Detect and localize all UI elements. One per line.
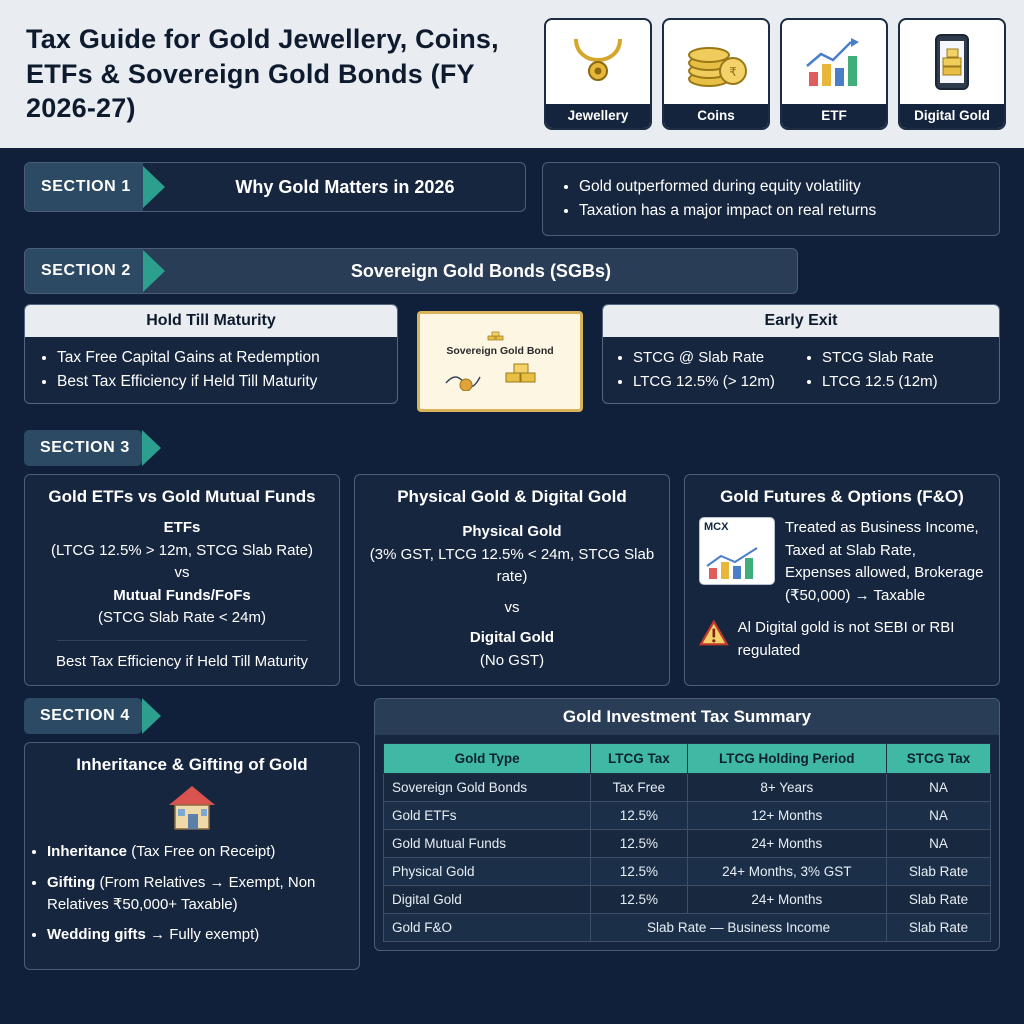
section-3 — [24, 430, 1000, 686]
card-heading: Gold Futures & Options (F&O) — [720, 487, 964, 507]
cell-holding-period: 24+ Months — [687, 830, 886, 858]
icon-label: Coins — [664, 104, 768, 128]
physical-sub: (3% GST, LTCG 12.5% < 24m, STCG Slab rate) — [369, 545, 655, 586]
table-row — [384, 886, 991, 914]
cell-gold-type: Physical Gold — [384, 858, 591, 886]
infographic-body — [0, 148, 1024, 980]
inheritance-gifting-card — [24, 742, 360, 970]
list-item: • STCG @ Slab Rate — [633, 346, 798, 370]
arrow-icon — [143, 166, 165, 208]
column-header: STCG Tax — [887, 744, 991, 774]
physical-title: Physical Gold — [462, 523, 562, 541]
cell-merged-business-income: Slab Rate — Business Income — [591, 914, 887, 942]
etf-title: ETFs — [163, 519, 201, 537]
section-4-tag: SECTION 4 — [24, 698, 142, 734]
etf-vs-mf-card — [24, 474, 340, 686]
mf-title: Mutual Funds/FoFs — [113, 586, 251, 604]
arrow-icon — [142, 698, 161, 734]
section-4-header — [24, 698, 360, 734]
cell-gold-type: Gold ETFs — [384, 802, 591, 830]
cell-holding-period: 8+ Years — [687, 774, 886, 802]
section-2-title: Sovereign Gold Bonds (SGBs) — [350, 260, 611, 281]
tax-summary-table-panel — [374, 698, 1000, 951]
list-item: • Best Tax Efficiency if Held Till Maturity — [57, 370, 385, 394]
section-3-header — [24, 430, 1000, 466]
table-header-row — [384, 744, 991, 774]
divider — [57, 640, 307, 641]
list-item: • Taxation has a major impact on real returns — [579, 199, 983, 223]
cell-ltcg-tax: 12.5% — [591, 886, 687, 914]
house-icon — [165, 781, 219, 835]
certificate-gold-bars-icon — [410, 304, 590, 418]
cell-stcg-tax: Slab Rate — [887, 914, 991, 942]
cell-ltcg-tax: 12.5% — [591, 858, 687, 886]
phone-gold-bars-icon — [900, 20, 1004, 104]
mcx-badge-label: MCX — [704, 521, 729, 534]
cell-stcg-tax: NA — [887, 774, 991, 802]
table-row — [384, 774, 991, 802]
certificate-label: Sovereign Gold Bond — [446, 345, 554, 358]
card-heading: Physical Gold & Digital Gold — [397, 487, 627, 507]
header — [0, 0, 1024, 148]
section-2-body — [24, 304, 1000, 418]
list-item: • LTCG 12.5% (> 12m) — [633, 370, 798, 394]
cell-stcg-tax: Slab Rate — [887, 886, 991, 914]
section-1 — [24, 162, 1000, 236]
arrow-icon — [143, 250, 165, 292]
cell-holding-period: 12+ Months — [687, 802, 886, 830]
table-row — [384, 914, 991, 942]
list-item: • Gold outperformed during equity volatility — [579, 175, 983, 199]
cell-gold-type: Gold Mutual Funds — [384, 830, 591, 858]
list-item: • LTCG 12.5 (12m) — [822, 370, 987, 394]
sgb-hold-till-maturity-card — [24, 304, 398, 404]
cell-stcg-tax: NA — [887, 830, 991, 858]
card-heading: Early Exit — [603, 305, 999, 337]
section-4-left-column — [24, 698, 360, 970]
section-2 — [24, 248, 1000, 418]
table-title: Gold Investment Tax Summary — [375, 699, 999, 735]
gold-fo-card — [684, 474, 1000, 686]
section-2-tag: SECTION 2 — [25, 249, 143, 293]
header-icon-strip — [544, 18, 1006, 130]
etf-sub: (LTCG 12.5% > 12m, STCG Slab Rate) — [51, 541, 313, 559]
list-item — [47, 841, 359, 863]
cell-stcg-tax: NA — [887, 802, 991, 830]
cell-ltcg-tax: 12.5% — [591, 830, 687, 858]
digital-title: Digital Gold — [469, 629, 555, 647]
cell-holding-period: 24+ Months — [687, 886, 886, 914]
section-2-header — [24, 248, 798, 294]
inheritance-label: Inheritance — [47, 843, 128, 861]
section-3-tag: SECTION 3 — [24, 430, 142, 466]
icon-card-coins — [662, 18, 770, 130]
vs-label: vs — [504, 598, 520, 616]
cell-stcg-tax: Slab Rate — [887, 858, 991, 886]
cell-gold-type: Gold F&O — [384, 914, 591, 942]
list-item: • STCG Slab Rate — [822, 346, 987, 370]
fo-description: Treated as Business Income, Taxed at Slab Rate, Expenses allowed, Brokerage (₹50,000) → Taxable — [785, 519, 984, 604]
card-heading: Inheritance & Gifting of Gold — [76, 755, 308, 775]
svg-text:₹: ₹ — [729, 65, 737, 79]
digital-sub: (No GST) — [479, 651, 545, 669]
mcx-chart-icon — [699, 517, 775, 585]
table-row — [384, 802, 991, 830]
icon-label: Jewellery — [546, 104, 650, 128]
icon-label: Digital Gold — [900, 104, 1004, 128]
cell-gold-type: Sovereign Gold Bonds — [384, 774, 591, 802]
section-1-title: Why Gold Matters in 2026 — [235, 176, 455, 197]
gifting-text: (From Relatives → Exempt, Non Relatives ₹50,000+ Taxable) — [47, 873, 316, 913]
icon-card-jewellery — [544, 18, 652, 130]
section-1-header — [24, 162, 526, 212]
card-heading: Gold ETFs vs Gold Mutual Funds — [48, 487, 316, 507]
icon-card-digital-gold — [898, 18, 1006, 130]
necklace-icon — [546, 20, 650, 104]
cell-ltcg-tax: Tax Free — [591, 774, 687, 802]
fo-warning — [699, 617, 985, 662]
section-4 — [24, 698, 1000, 970]
section-1-tag: SECTION 1 — [25, 163, 143, 211]
tax-summary-table — [383, 743, 991, 942]
column-header: LTCG Holding Period — [687, 744, 886, 774]
icon-card-etf — [780, 18, 888, 130]
warning-icon — [699, 617, 729, 649]
mf-sub: (STCG Slab Rate < 24m) — [98, 609, 266, 627]
vs-label: vs — [174, 564, 190, 582]
wedding-label: Wedding gifts — [47, 926, 146, 944]
bar-chart-growth-icon — [782, 20, 886, 104]
arrow-icon — [142, 430, 161, 466]
cell-gold-type: Digital Gold — [384, 886, 591, 914]
table-row — [384, 858, 991, 886]
column-header: LTCG Tax — [591, 744, 687, 774]
section-1-bullets — [542, 162, 1000, 236]
list-item — [47, 924, 359, 946]
card-heading: Hold Till Maturity — [25, 305, 397, 337]
cell-holding-period: 24+ Months, 3% GST — [687, 858, 886, 886]
etf-footer: Best Tax Efficiency if Held Till Maturity — [55, 652, 309, 670]
icon-label: ETF — [782, 104, 886, 128]
wedding-text: → Fully exempt) — [145, 926, 260, 944]
column-header: Gold Type — [384, 744, 591, 774]
sgb-early-exit-card — [602, 304, 1000, 404]
gifting-label: Gifting — [47, 873, 96, 891]
fo-warning-text: Al Digital gold is not SEBI or RBI regulated — [737, 619, 955, 659]
page-title: Tax Guide for Gold Jewellery, Coins, ETFs & Sovereign Gold Bonds (FY 2026-27) — [26, 24, 499, 124]
list-item: • Tax Free Capital Gains at Redemption — [57, 346, 385, 370]
list-item — [47, 872, 359, 916]
inheritance-text: (Tax Free on Receipt) — [127, 843, 276, 861]
cell-ltcg-tax: 12.5% — [591, 802, 687, 830]
coin-stack-icon — [664, 20, 768, 104]
physical-digital-gold-card — [354, 474, 670, 686]
table-row — [384, 830, 991, 858]
